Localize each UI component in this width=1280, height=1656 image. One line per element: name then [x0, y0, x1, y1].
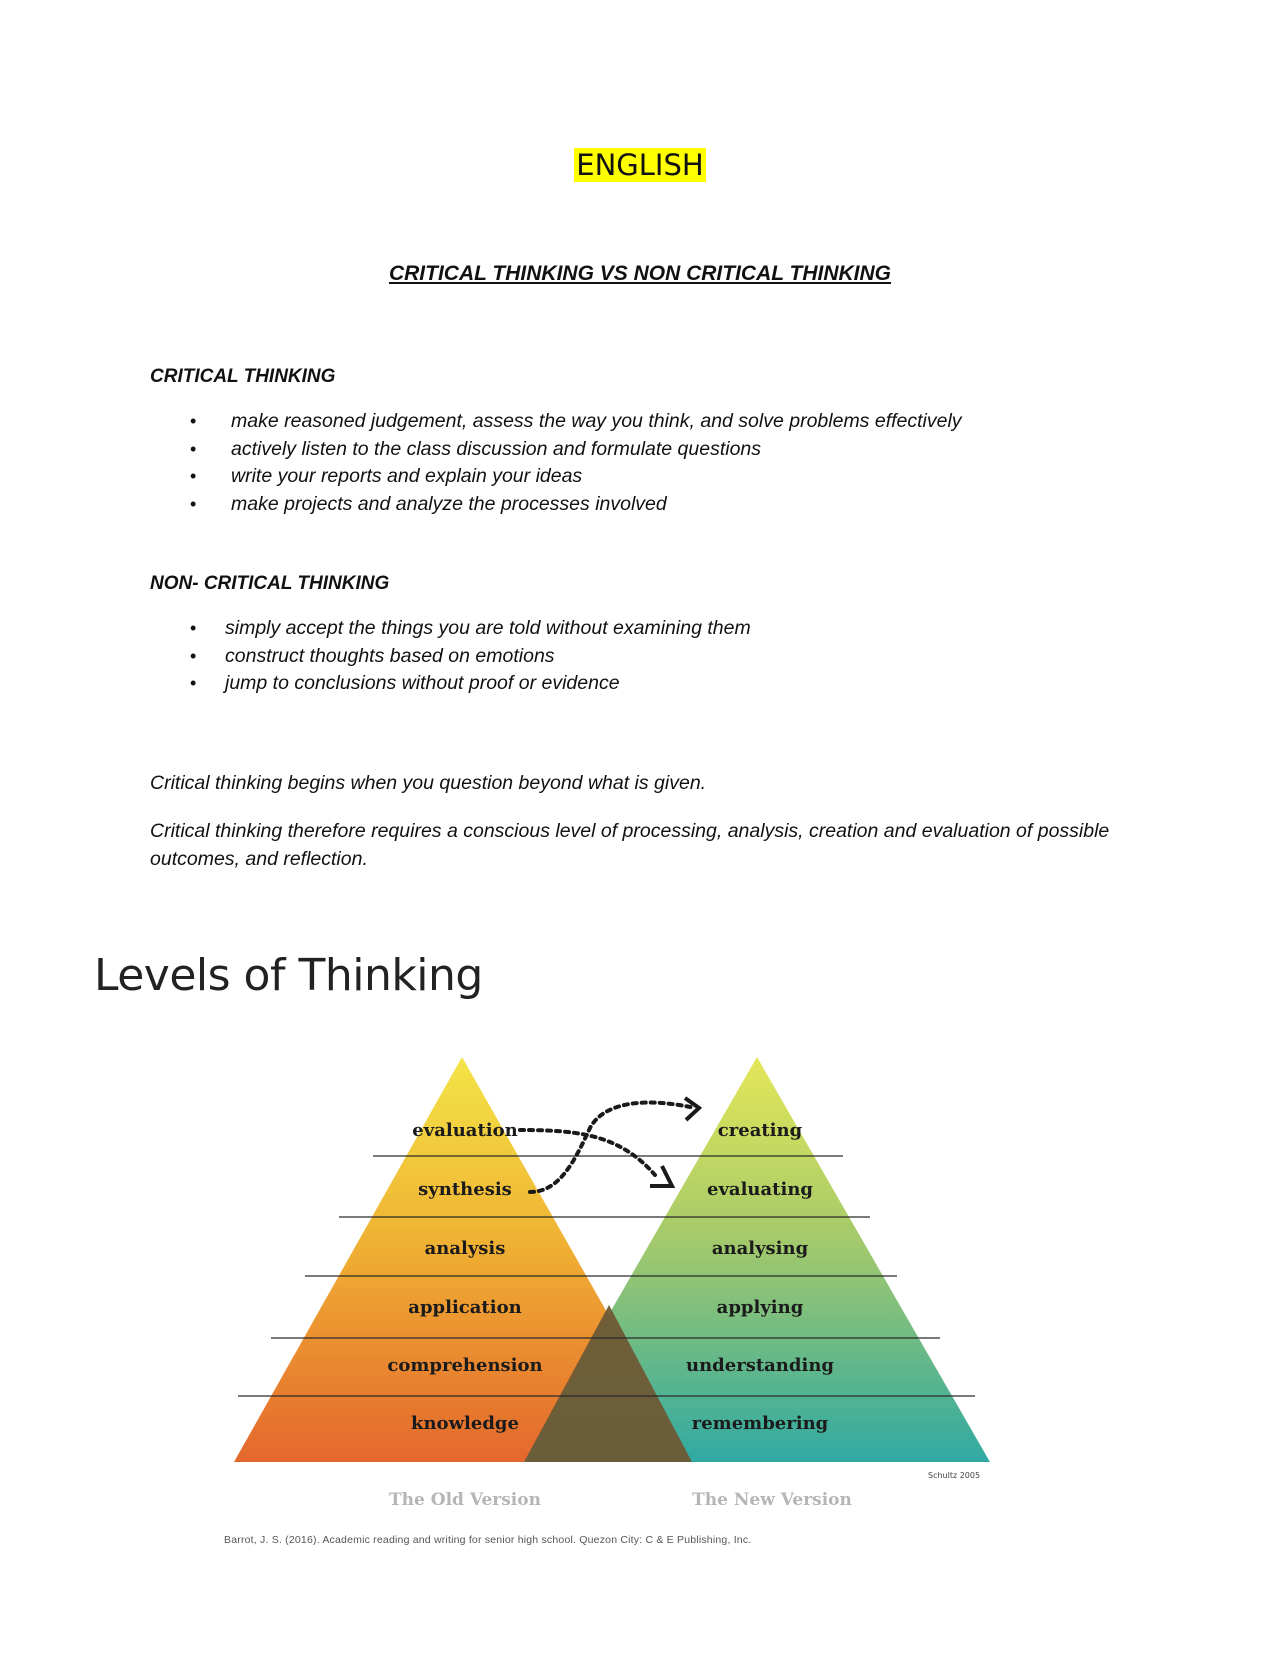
new-level-label: remembering	[691, 1413, 829, 1434]
arrow-head-icon	[685, 1098, 699, 1120]
list-item: • jump to conclusions without proof or evidence	[150, 670, 751, 698]
bullet-icon: •	[190, 411, 197, 431]
document-subtitle: CRITICAL THINKING VS NON CRITICAL THINKING	[388, 262, 892, 285]
list-item: • write your reports and explain your ideas	[150, 463, 962, 491]
new-level-label: applying	[716, 1297, 804, 1318]
old-version-caption: The Old Version	[389, 1490, 541, 1510]
list-item: • make projects and analyze the processes involved	[150, 491, 962, 519]
critical-heading: CRITICAL THINKING	[150, 366, 336, 387]
new-version-caption: The New Version	[692, 1490, 852, 1510]
old-level-label: synthesis	[418, 1179, 512, 1200]
new-level-label: analysing	[711, 1238, 809, 1259]
paragraph: Critical thinking begins when you question beyond what is given.	[150, 772, 707, 794]
list-item: • actively listen to the class discussion and formulate questions	[150, 436, 962, 464]
figure-title: Levels of Thinking	[94, 950, 483, 1001]
page-title-text: ENGLISH	[576, 148, 704, 182]
bullet-icon: •	[190, 618, 197, 638]
non-critical-heading: NON- CRITICAL THINKING	[150, 573, 390, 594]
old-level-label: comprehension	[387, 1355, 543, 1376]
bullet-icon: •	[190, 466, 197, 487]
figure-citation: Barrot, J. S. (2016). Academic reading and writing for senior high school. Quezon City: C & E Publishing, Inc.	[224, 1534, 752, 1546]
old-level-label: analysis	[424, 1238, 506, 1259]
paragraph: Critical thinking therefore requires a conscious level of processing, analysis, creation and evaluation of possible outcomes, and reflection.	[150, 820, 1110, 870]
old-level-label: application	[408, 1297, 522, 1318]
new-level-label: evaluating	[707, 1179, 813, 1200]
old-level-label: knowledge	[411, 1413, 519, 1434]
list-item: • construct thoughts based on emotions	[150, 643, 751, 671]
list-item: • simply accept the things you are told without examining them	[150, 615, 751, 643]
new-level-label: creating	[717, 1120, 803, 1141]
old-level-label: evaluation	[412, 1120, 518, 1141]
bullet-icon: •	[190, 673, 197, 694]
list-item: • make reasoned judgement, assess the way you think, and solve problems effectively	[150, 408, 962, 436]
new-level-label: understanding	[686, 1355, 834, 1376]
bullet-icon: •	[190, 494, 197, 515]
bullet-icon: •	[190, 645, 197, 666]
figure-credit: Schultz 2005	[928, 1471, 981, 1480]
bullet-icon: •	[190, 438, 197, 459]
